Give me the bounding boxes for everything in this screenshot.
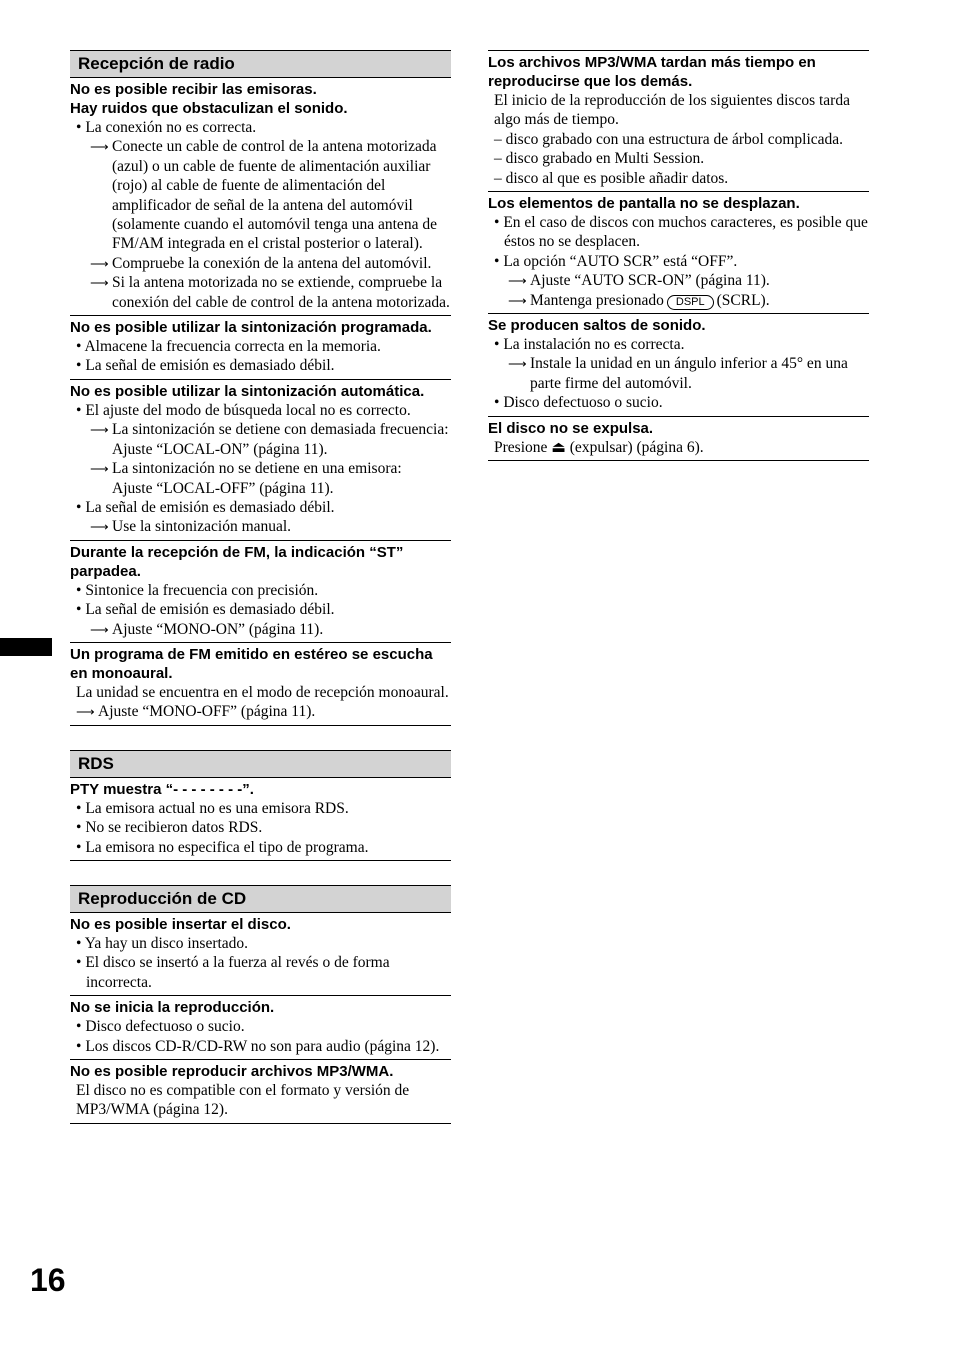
faq-remedy: Compruebe la conexión de la antena del automóvil. (112, 254, 432, 272)
faq-dash-item: – disco grabado con una estructura de árbol complicada. (488, 130, 869, 149)
faq-remedy: Ajuste “AUTO SCR-ON” (página 11). (530, 272, 770, 290)
faq-question: No es posible utilizar la sintonización programada. (70, 319, 432, 337)
faq-question: Los elementos de pantalla no se desplazan. (488, 195, 800, 213)
faq-question: No es posible recibir las emisoras. Hay ruidos que obstaculizan el sonido. (70, 81, 348, 117)
arrow-icon: ⟶ (90, 139, 109, 155)
faq-bullet: • Los discos CD-R/CD-RW no son para audio (página 12). (70, 1037, 451, 1056)
faq-question: Se producen saltos de sonido. (488, 317, 706, 335)
faq-remedy: La sintonización no se detiene en una emisora: (112, 460, 402, 478)
faq-text: La unidad se encuentra en el modo de recepción monoaural. (76, 683, 449, 701)
faq-item (70, 316, 451, 380)
faq-bullet: • La emisora actual no es una emisora RDS. (70, 799, 451, 818)
arrow-icon: ⟶ (90, 255, 109, 271)
faq-item (70, 913, 451, 996)
faq-remedy: La sintonización se detiene con demasiada frecuencia: (112, 421, 449, 439)
faq-bullet: • Disco defectuoso o sucio. (70, 1017, 451, 1036)
faq-item (488, 192, 869, 314)
faq-remedy: Si la antena motorizada no se extiende, compruebe la conexión del cable de control de la antena motorizada. (112, 274, 450, 311)
faq-item (70, 380, 451, 541)
faq-question: El disco no se expulsa. (488, 419, 654, 437)
section-title-radio: Recepción de radio (70, 50, 451, 78)
faq-bullet: • El ajuste del modo de búsqueda local no es correcto. (70, 401, 451, 420)
faq-item (70, 78, 451, 316)
faq-remedy-detail: Ajuste “LOCAL-ON” (página 11). (112, 440, 328, 458)
section-title-rds: RDS (70, 750, 451, 778)
faq-remedy: Instale la unidad en un ángulo inferior a 45° en una parte firme del automóvil. (530, 355, 848, 392)
arrow-icon: ⟶ (508, 356, 527, 372)
faq-dash-item: – disco grabado en Multi Session. (488, 149, 869, 168)
faq-item (70, 541, 451, 643)
faq-question: No es posible utilizar la sintonización automática. (70, 382, 425, 400)
faq-remedy: Ajuste “MONO-ON” (página 11). (112, 620, 324, 638)
faq-remedy: Mantenga presionado (530, 291, 664, 309)
faq-dash-item: – disco al que es posible añadir datos. (488, 169, 869, 188)
faq-bullet: • La emisora no especifica el tipo de programa. (70, 838, 451, 857)
faq-bullet: • La instalación no es correcta. (488, 335, 869, 354)
faq-question: No se inicia la reproducción. (70, 999, 275, 1017)
faq-question: Un programa de FM emitido en estéreo se escucha en monoaural. (70, 645, 433, 682)
arrow-icon: ⟶ (90, 461, 109, 477)
faq-item (70, 643, 451, 726)
left-column (70, 50, 451, 1124)
faq-bullet: • La opción “AUTO SCR” está “OFF”. (488, 252, 869, 271)
faq-item (488, 50, 869, 192)
arrow-icon: ⟶ (90, 422, 109, 438)
faq-text: El disco no es compatible con el formato y versión de MP3/WMA (página 12). (76, 1082, 410, 1119)
faq-remedy-detail: Ajuste “LOCAL-OFF” (página 11). (112, 479, 334, 497)
faq-remedy-suffix: (SCRL). (716, 291, 770, 309)
arrow-icon: ⟶ (90, 275, 109, 291)
faq-text: Presione ⏏ (expulsar) (página 6). (494, 438, 704, 456)
page-number: 16 (30, 1262, 66, 1298)
faq-bullet: • La señal de emisión es demasiado débil. (70, 498, 451, 517)
faq-question: Los archivos MP3/WMA tardan más tiempo en reproducirse que los demás. (488, 54, 816, 90)
faq-bullet: • La señal de emisión es demasiado débil. (70, 356, 451, 375)
arrow-icon: ⟶ (508, 292, 527, 308)
faq-item (70, 996, 451, 1060)
section-title-cd: Reproducción de CD (70, 885, 451, 913)
faq-bullet: • Almacene la frecuencia correcta en la memoria. (70, 337, 451, 356)
faq-bullet: • Disco defectuoso o sucio. (488, 393, 869, 412)
faq-question: No es posible insertar el disco. (70, 915, 291, 933)
faq-bullet: • La conexión no es correcta. (70, 118, 451, 137)
arrow-icon: ⟶ (90, 621, 109, 637)
faq-bullet: • En el caso de discos con muchos caracteres, es posible que éstos no se desplacen. (488, 213, 869, 252)
faq-question: No es posible reproducir archivos MP3/WMA. (70, 1063, 394, 1080)
faq-bullet: • La señal de emisión es demasiado débil. (70, 600, 451, 619)
arrow-icon: ⟶ (76, 704, 95, 720)
faq-text: El inicio de la reproducción de los siguientes discos tarda algo más de tiempo. (494, 92, 850, 129)
faq-item (488, 314, 869, 417)
faq-question: Durante la recepción de FM, la indicación “ST” parpadea. (70, 543, 404, 580)
faq-remedy: Conecte un cable de control de la antena motorizada (azul) o un cable de fuente de alimentación auxiliar (rojo) al cable de fuente de alimentación del amplificador de señal de la antena del automóvil (solamente cuando el automóvil tenga una antena de FM/AM integrada en el cristal posterior o lateral). (112, 138, 437, 253)
faq-bullet: • Ya hay un disco insertado. (70, 934, 451, 953)
arrow-icon: ⟶ (90, 519, 109, 535)
faq-item (70, 778, 451, 861)
faq-bullet: • No se recibieron datos RDS. (70, 818, 451, 837)
faq-remedy: Use la sintonización manual. (112, 518, 292, 536)
chapter-tab-marker (0, 638, 52, 656)
faq-question: PTY muestra “- - - - - - - -”. (70, 780, 254, 798)
faq-item (488, 417, 869, 461)
faq-bullet: • Sintonice la frecuencia con precisión. (70, 581, 451, 600)
faq-bullet: • El disco se insertó a la fuerza al revés o de forma incorrecta. (70, 953, 451, 992)
faq-item (70, 1060, 451, 1124)
dspl-key-icon: DSPL (667, 295, 714, 310)
arrow-icon: ⟶ (508, 273, 527, 289)
faq-remedy: Ajuste “MONO-OFF” (página 11). (98, 703, 316, 721)
right-column (488, 50, 869, 461)
